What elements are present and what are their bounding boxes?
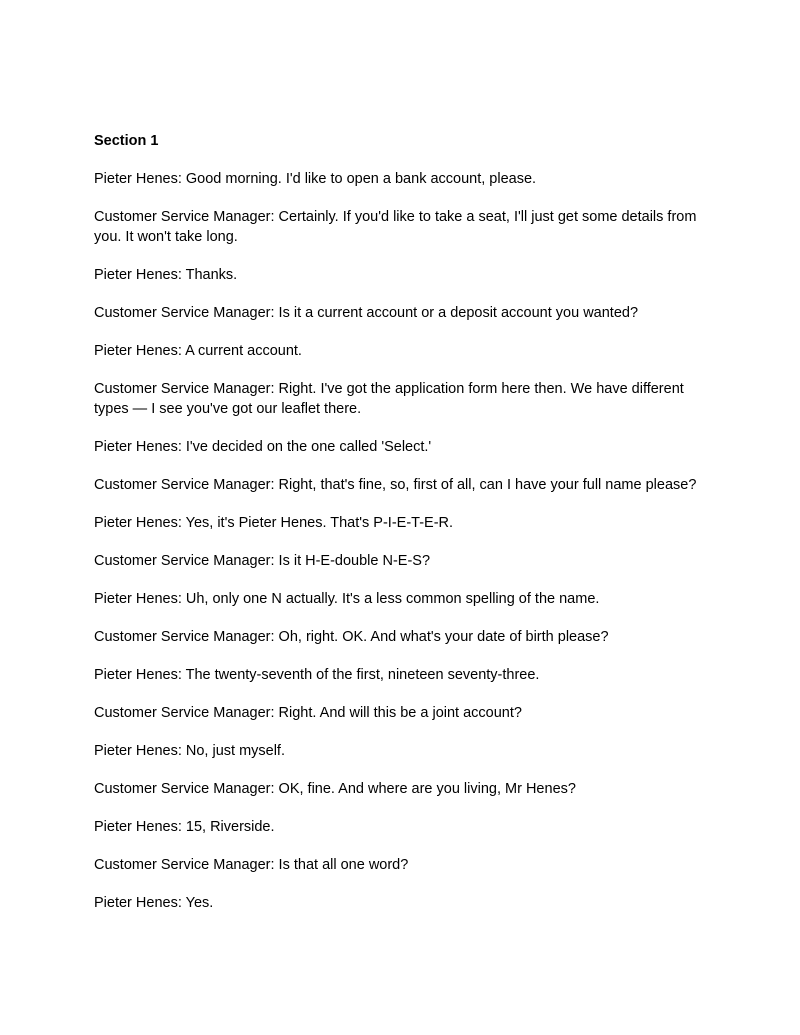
dialogue-line: Pieter Henes: The twenty-seventh of the first, nineteen seventy-three.: [94, 667, 540, 683]
dialogue-line: Pieter Henes: A current account.: [94, 343, 302, 359]
dialogue-line: Pieter Henes: No, just myself.: [94, 743, 285, 759]
dialogue-line: Pieter Henes: Thanks.: [94, 267, 238, 283]
dialogue-line: Customer Service Manager: Is that all one word?: [94, 857, 409, 873]
dialogue-line: Customer Service Manager: Right. And will this be a joint account?: [94, 705, 522, 721]
dialogue-line: Customer Service Manager: Is it a current account or a deposit account you wanted?: [94, 305, 639, 321]
dialogue-line: Pieter Henes: Yes.: [94, 895, 214, 911]
dialogue-line: Pieter Henes: I've decided on the one called 'Select.': [94, 439, 432, 455]
document-page: [94, 131, 706, 931]
dialogue-line: Customer Service Manager: Right. I've got the application form here then. We have different types — I see you've got our leaflet there.: [94, 381, 684, 417]
dialogue-line: Customer Service Manager: OK, fine. And where are you living, Mr Henes?: [94, 781, 576, 797]
dialogue-line: Pieter Henes: Good morning. I'd like to open a bank account, please.: [94, 171, 537, 187]
dialogue-line: Pieter Henes: 15, Riverside.: [94, 819, 275, 835]
dialogue-line: Customer Service Manager: Oh, right. OK. And what's your date of birth please?: [94, 629, 609, 645]
section-heading: Section 1: [94, 133, 159, 149]
dialogue-line: Pieter Henes: Uh, only one N actually. It's a less common spelling of the name.: [94, 591, 600, 607]
dialogue-line: Customer Service Manager: Right, that's fine, so, first of all, can I have your full name please?: [94, 477, 697, 493]
dialogue-line: Customer Service Manager: Is it H-E-double N-E-S?: [94, 553, 431, 569]
dialogue-line: Pieter Henes: Yes, it's Pieter Henes. That's P-I-E-T-E-R.: [94, 515, 454, 531]
dialogue-line: Customer Service Manager: Certainly. If you'd like to take a seat, I'll just get some details from you. It won't take long.: [94, 209, 697, 245]
